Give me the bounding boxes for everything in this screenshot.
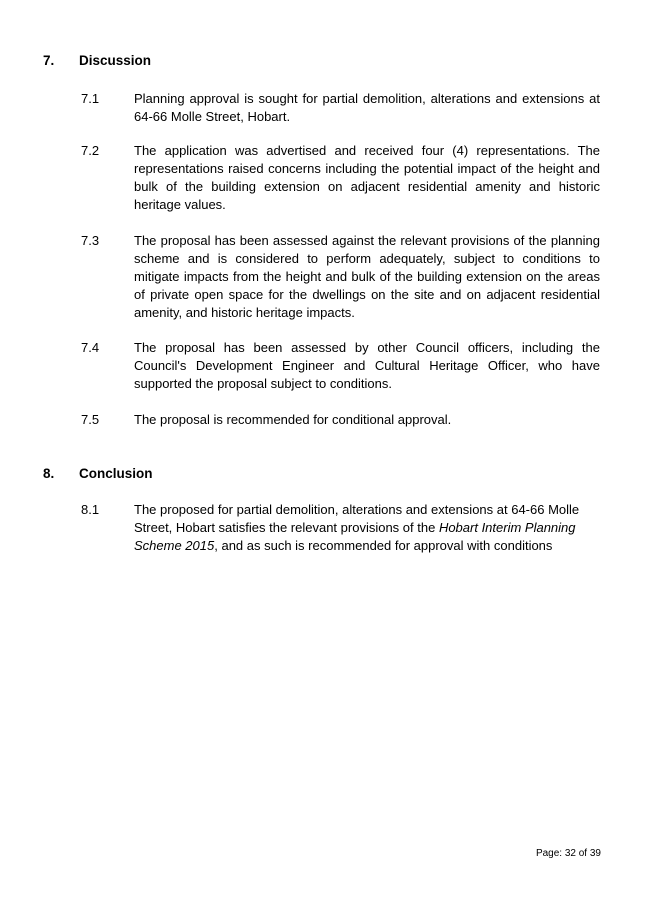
paragraph-text-start: The proposed for partial demolition, alterations and extensions at 64-66 Molle Street, Hobart satisfies the relevant provisions of the [134,502,580,535]
paragraph-number: 7.2 [81,143,100,158]
paragraph-text [134,501,600,555]
paragraph-number: 7.3 [81,233,100,248]
paragraph-7-1 [81,90,601,126]
paragraph-text: The proposal is recommended for conditional approval. [134,412,452,427]
paragraph-7-4 [81,339,601,393]
section-number: 7. [43,53,55,68]
paragraph-number: 7.5 [81,412,100,427]
section-heading-discussion [43,52,151,70]
paragraph-text: Planning approval is sought for partial demolition, alterations and extensions at 64-66 Molle Street, Hobart. [134,91,600,124]
section-title: Discussion [79,53,152,68]
paragraph-text: The application was advertised and received four (4) representations. The representations raised concerns including the potential impact of the height and bulk of the building extension on adjacent residential amenity and historic heritage values. [134,143,600,212]
section-heading-conclusion [43,465,153,483]
paragraph-8-1 [81,501,601,555]
paragraph-7-5 [81,411,601,429]
paragraph-number: 8.1 [81,502,100,517]
paragraph-text-end: , and as such is recommended for approval with conditions [214,538,553,553]
page-number: Page: 32 of 39 [535,848,601,859]
paragraph-7-2 [81,142,601,214]
scheme-name: Hobart Interim Planning Scheme 2015 [134,520,576,553]
paragraph-number: 7.4 [81,340,100,355]
section-title: Conclusion [79,466,153,481]
paragraph-text: The proposal has been assessed by other Council officers, including the Council's Development Engineer and Cultural Heritage Officer, who have supported the proposal subject to conditions. [134,340,600,391]
paragraph-7-3 [81,232,601,322]
paragraph-number: 7.1 [81,91,100,106]
paragraph-text: The proposal has been assessed against the relevant provisions of the planning scheme and is considered to perform adequately, subject to conditions to mitigate impacts from the height and bulk of the building extension on the areas of private open space for the dwellings on the site and on adjacent residential amenity, and historic heritage impacts. [134,233,600,320]
section-number: 8. [43,466,55,481]
